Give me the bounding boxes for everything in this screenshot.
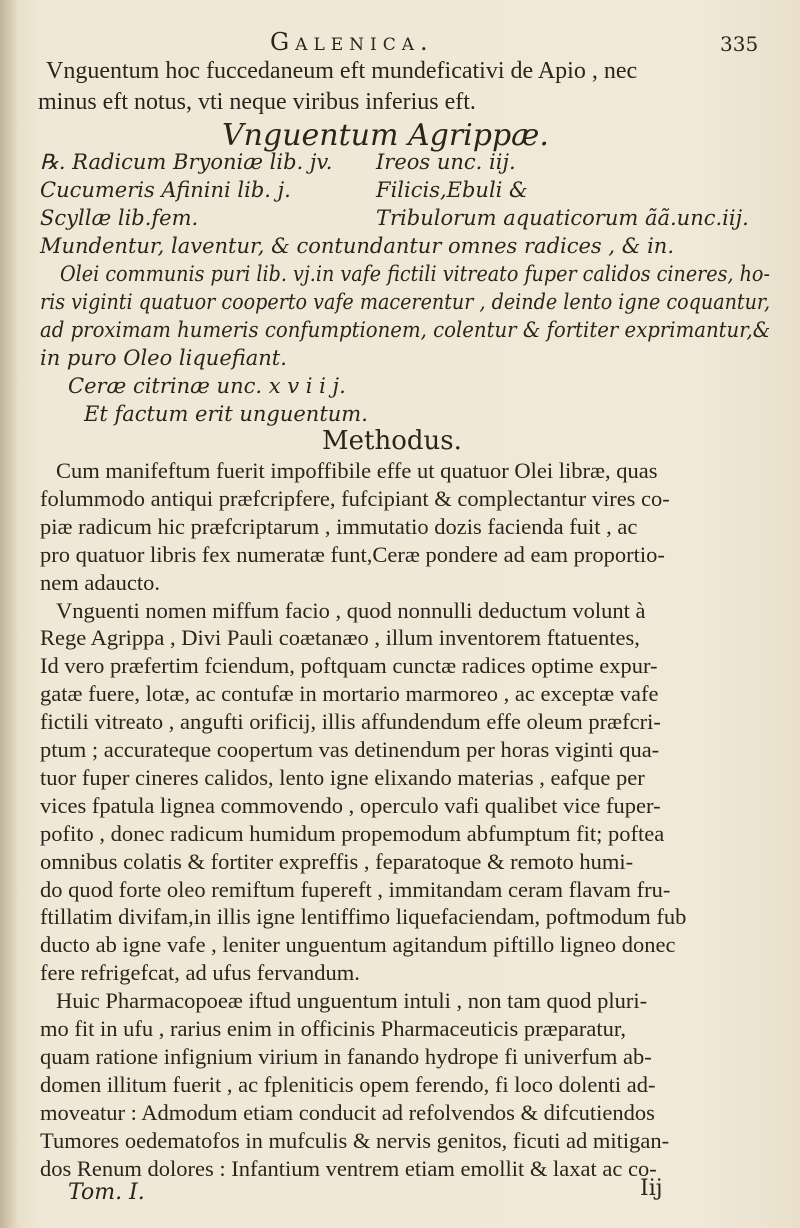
method-line: Cum manifeftum fuerit impoffibile effe ut quatuor Olei libræ, quas	[56, 458, 658, 483]
method-line: mo fit in ufu , rarius enim in officinis Pharmaceuticis præparatur,	[40, 1016, 627, 1041]
method-line: ptum ; accurateque coopertum vas detinendum per horas viginti qua-	[40, 737, 660, 762]
method-line: vices fpatula lignea commovendo , operculo vafi qualibet vice fuper-	[40, 792, 661, 818]
method-line: fictili vitreato , angufti orificij, illis affundendum effe oleum præfcri-	[40, 709, 661, 735]
ingredient-left: Cucumeris Afinini lib. j.	[40, 178, 291, 202]
ingredient-right: Ireos unc. iij.	[376, 150, 516, 174]
intro-line: minus eft notus, vti neque viribus inferius eft.	[38, 89, 476, 115]
running-head: Galenica.	[270, 28, 434, 56]
method-line: dos Renum dolores : Infantium ventrem etiam emollit & laxat ac co-	[40, 1155, 657, 1181]
gutter-shadow	[0, 0, 18, 1228]
method-line: do quod forte oleo remiftum fupereft , immitandam ceram flavam fru-	[40, 876, 671, 902]
method-line: quam ratione infignium virium in fanando hydrope fi univerfum ab-	[40, 1043, 652, 1069]
instruction-line: Olei communis puri lib. vj.in vafe fictili vitreato fuper calidos cineres, ho-	[60, 262, 770, 286]
method-line: nem adaucto.	[40, 569, 160, 595]
signature-mark: Iij	[640, 1176, 663, 1201]
method-line: fere refrigefcat, ad ufus fervandum.	[40, 960, 360, 986]
method-line: Huic Pharmacopoeæ iftud unguentum intuli , non tam quod pluri-	[56, 988, 648, 1014]
ingredient-left: ℞. Radicum Bryoniæ lib. jv.	[40, 150, 333, 174]
method-line: ftillatim divifam,in illis igne lentiffimo liquefaciendam, poftmodum fub	[40, 904, 687, 930]
method-line: domen illitum fuerit , ac fpleniticis opem ferendo, fi loco dolenti ad-	[40, 1071, 656, 1097]
method-title: Methodus.	[322, 426, 462, 456]
method-line: tuor fuper cineres calidos, lento igne elixando materias , eafque per	[40, 764, 645, 790]
ingredient-left: Scyllæ lib.fem.	[40, 206, 199, 230]
method-line: piæ radicum hic præfcriptarum , immutatio dozis facienda fuit , ac	[40, 513, 638, 539]
method-line: pro quatuor libris fex numeratæ funt,Ceræ pondere ad eam proportio-	[40, 541, 665, 567]
intro-line: Vnguentum hoc fuccedaneum eft mundeficativi de Apio , nec	[46, 58, 638, 84]
volume-marker: Tom. I.	[68, 1180, 145, 1205]
method-line: omnibus colatis & fortiter expreffis , feparatoque & remoto humi-	[40, 848, 634, 874]
method-line: folummodo antiqui præfcripfere, fufcipiant & complectantur vires co-	[40, 485, 670, 511]
method-line: moveatur : Admodum etiam conducit ad refolvendos & difcutiendos	[40, 1099, 655, 1125]
ingredient-right: Tribulorum aquaticorum ãã.unc.iij.	[376, 206, 749, 230]
method-line: pofito , donec radicum humidum propemodum abfumptum fit; poftea	[40, 820, 665, 846]
instruction-line: ris viginti quatuor cooperto vafe macerentur , deinde lento igne coquantur,	[40, 290, 771, 314]
method-line: Rege Agrippa , Divi Pauli coætanæo , illum inventorem ftatuentes,	[40, 625, 640, 651]
wax-ingredient: Ceræ citrinæ unc. x v i i j.	[68, 374, 346, 398]
instruction-line: in puro Oleo liquefiant.	[40, 346, 287, 370]
method-line: Tumores oedematofos in mufculis & nervis genitos, ficuti ad mitigan-	[40, 1127, 670, 1153]
method-line: Id vero præfertim fciendum, poftquam cunctæ radices optime expur-	[40, 653, 658, 679]
method-line: ducto ab igne vafe , leniter unguentum agitandum piftillo ligneo donec	[40, 932, 676, 958]
method-line: gatæ fuere, lotæ, ac contufæ in mortario marmoreo , ac exceptæ vafe	[40, 681, 659, 707]
method-line: Vnguenti nomen miffum facio , quod nonnulli deductum volunt à	[56, 597, 646, 623]
ingredient-right: Filicis,Ebuli &	[376, 178, 528, 202]
instruction-line: ad proximam humeris confumptionem, colentur & fortiter exprimantur,&	[40, 318, 771, 342]
recipe-title: Vnguentum Agrippæ.	[222, 118, 549, 153]
instruction-line: Mundentur, laventur, & contundantur omnes radices , & in.	[40, 234, 674, 258]
page-number: 335	[720, 32, 759, 56]
recipe-closing: Et factum erit unguentum.	[84, 402, 368, 426]
